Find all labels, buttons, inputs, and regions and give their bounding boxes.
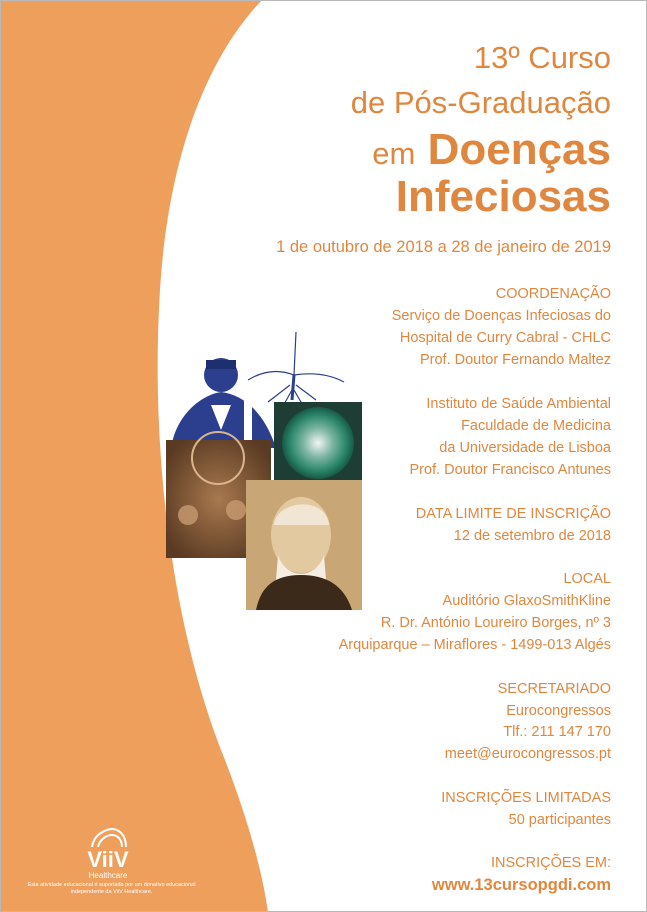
scientist-photo-collage	[166, 330, 366, 612]
coordenacao-line: Serviço de Doenças Infeciosas do	[391, 308, 611, 324]
instituto-line: da Universidade de Lisboa	[439, 440, 611, 456]
coordenacao-line: Prof. Doutor Fernando Maltez	[419, 352, 611, 368]
viiv-healthcare-logo	[68, 825, 148, 881]
title-line-4: Infeciosas	[395, 172, 611, 221]
title-line-1: 13º Curso	[473, 40, 611, 75]
logo-subtitle: Healthcare	[88, 871, 128, 880]
title-line-2: de Pós-Graduação	[350, 85, 611, 120]
secretariado-email[interactable]: meet@eurocongressos.pt	[444, 746, 611, 762]
instituto-line: Prof. Doutor Francisco Antunes	[409, 462, 611, 478]
secretariado-phone: Tlf.: 211 147 170	[503, 724, 611, 740]
secretariado-line: Eurocongressos	[506, 703, 611, 719]
course-dates: 1 de outubro de 2018 a 28 de janeiro de 2019	[276, 238, 611, 256]
inscricoes-limitadas-heading: INSCRIÇÕES LIMITADAS	[441, 790, 611, 806]
local-heading: LOCAL	[563, 571, 611, 587]
inscricoes-em-heading: INSCRIÇÕES EM:	[490, 855, 611, 871]
coordenacao-line: Hospital de Curry Cabral - CHLC	[399, 330, 611, 346]
registration-url-link[interactable]: www.13cursopgdi.com	[431, 876, 611, 894]
instituto-line: Instituto de Saúde Ambiental	[426, 396, 611, 412]
title-line-3	[372, 125, 611, 175]
title-main: Doenças	[427, 125, 611, 174]
inscricoes-limitadas-value: 50 participantes	[508, 812, 611, 828]
local-line: R. Dr. António Loureiro Borges, nº 3	[380, 615, 611, 631]
instituto-line: Faculdade de Medicina	[461, 418, 611, 434]
coordenacao-heading: COORDENAÇÃO	[495, 286, 611, 302]
local-line: Auditório GlaxoSmithKline	[442, 593, 611, 609]
sponsor-disclaimer: Esta atividade educacional é suportada por um donativo educacional independente da ViiV Healthcare.	[27, 882, 196, 895]
secretariado-heading: SECRETARIADO	[497, 681, 611, 697]
data-limite-heading: DATA LIMITE DE INSCRIÇÃO	[415, 506, 611, 522]
data-limite-value: 12 de setembro de 2018	[453, 528, 611, 544]
local-line: Arquiparque – Miraflores - 1499-013 Algés	[338, 637, 611, 653]
title-prefix: em	[372, 136, 416, 171]
logo-wordmark: ViiV	[87, 847, 129, 872]
